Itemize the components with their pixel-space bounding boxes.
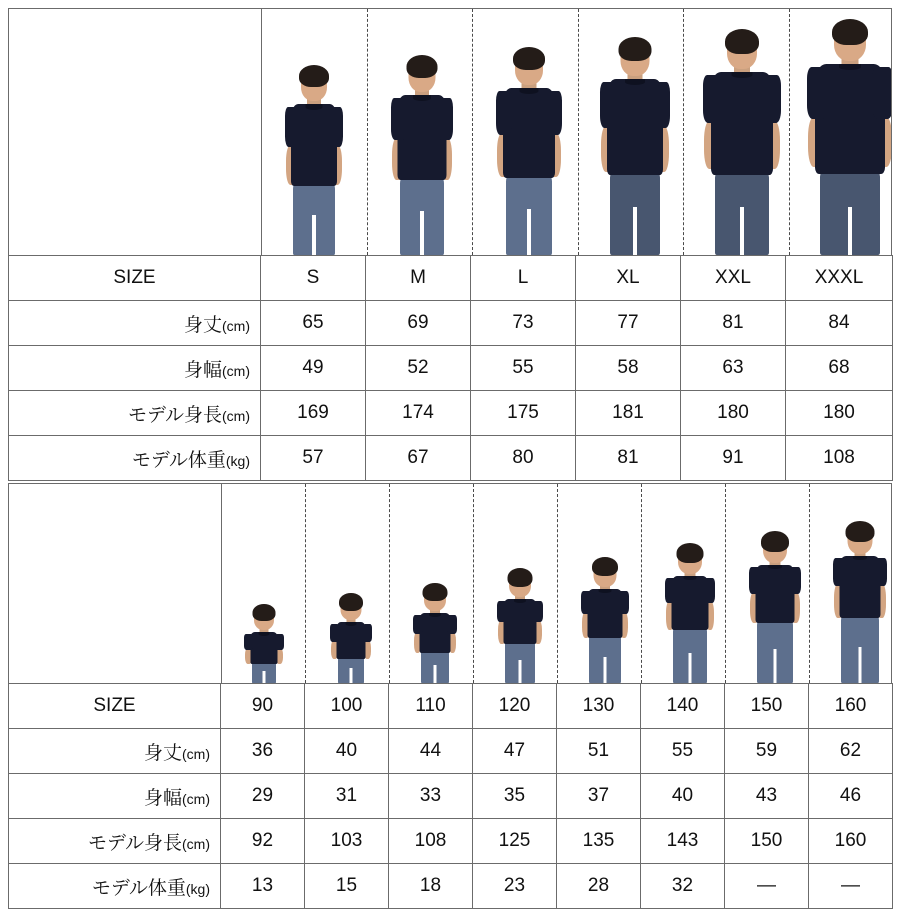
adult-row-body-width bbox=[9, 346, 893, 391]
kids-size-110: 110 bbox=[389, 684, 473, 729]
kids-row-size bbox=[9, 684, 893, 729]
kids-body-width-140: 40 bbox=[641, 774, 725, 819]
adult-body-length-xl: 77 bbox=[576, 301, 681, 346]
adult-model-height-l: 175 bbox=[471, 391, 576, 436]
kids-model-weight-140: 32 bbox=[641, 864, 725, 909]
kids-model-height-120: 125 bbox=[473, 819, 557, 864]
kids-size-130: 130 bbox=[557, 684, 641, 729]
adult-body-length-xxl: 81 bbox=[681, 301, 786, 346]
adult-model-weight-xxl: 91 bbox=[681, 436, 786, 481]
column-divider bbox=[305, 484, 306, 683]
kids-body-width-130: 37 bbox=[557, 774, 641, 819]
adult-body-length-m: 69 bbox=[366, 301, 471, 346]
adult-body-width-xl: 58 bbox=[576, 346, 681, 391]
kids-size-160: 160 bbox=[809, 684, 893, 729]
adult-body-length-l: 73 bbox=[471, 301, 576, 346]
kids-model-weight-90: 13 bbox=[221, 864, 305, 909]
kids-model-weight-150: — bbox=[725, 864, 809, 909]
kids-body-length-110: 44 bbox=[389, 729, 473, 774]
column-divider bbox=[789, 9, 790, 255]
adult-label-model-height: モデル身長(cm) bbox=[9, 391, 261, 436]
adult-row-size bbox=[9, 256, 893, 301]
adult-row-model-height bbox=[9, 391, 893, 436]
kids-model-height-160: 160 bbox=[809, 819, 893, 864]
kids-model-height-140: 143 bbox=[641, 819, 725, 864]
adult-model-height-s: 169 bbox=[261, 391, 366, 436]
adult-body-length-xxxl: 84 bbox=[786, 301, 893, 346]
column-divider bbox=[472, 9, 473, 255]
kids-model-140 bbox=[662, 543, 718, 683]
kids-size-120: 120 bbox=[473, 684, 557, 729]
kids-model-120 bbox=[494, 568, 546, 683]
kids-body-width-110: 33 bbox=[389, 774, 473, 819]
adult-model-weight-m: 67 bbox=[366, 436, 471, 481]
kids-body-length-150: 59 bbox=[725, 729, 809, 774]
adult-row-model-weight bbox=[9, 436, 893, 481]
kids-model-height-150: 150 bbox=[725, 819, 809, 864]
kids-model-130 bbox=[578, 557, 632, 683]
column-divider bbox=[389, 484, 390, 683]
kids-size-table bbox=[8, 683, 893, 909]
kids-model-100 bbox=[327, 593, 375, 683]
kids-size-90: 90 bbox=[221, 684, 305, 729]
adult-model-m bbox=[386, 55, 458, 255]
kids-body-length-100: 40 bbox=[305, 729, 389, 774]
column-divider bbox=[809, 484, 810, 683]
adult-model-xxl bbox=[699, 29, 785, 255]
adult-model-height-m: 174 bbox=[366, 391, 471, 436]
kids-body-length-160: 62 bbox=[809, 729, 893, 774]
column-divider bbox=[683, 9, 684, 255]
adult-label-body-width: 身幅(cm) bbox=[9, 346, 261, 391]
kids-size-150: 150 bbox=[725, 684, 809, 729]
kids-size-section bbox=[8, 483, 892, 909]
kids-body-length-140: 55 bbox=[641, 729, 725, 774]
kids-body-width-100: 31 bbox=[305, 774, 389, 819]
kids-body-length-90: 36 bbox=[221, 729, 305, 774]
adult-body-length-s: 65 bbox=[261, 301, 366, 346]
adult-body-width-m: 52 bbox=[366, 346, 471, 391]
adult-row-body-length bbox=[9, 301, 893, 346]
adult-label-body-length: 身丈(cm) bbox=[9, 301, 261, 346]
kids-model-weight-120: 23 bbox=[473, 864, 557, 909]
kids-label-size: SIZE bbox=[9, 684, 221, 729]
adult-label-model-weight: モデル体重(kg) bbox=[9, 436, 261, 481]
kids-model-height-130: 135 bbox=[557, 819, 641, 864]
kids-label-body-width: 身幅(cm) bbox=[9, 774, 221, 819]
adult-model-height-xl: 181 bbox=[576, 391, 681, 436]
kids-body-width-120: 35 bbox=[473, 774, 557, 819]
kids-body-width-90: 29 bbox=[221, 774, 305, 819]
kids-row-body-length bbox=[9, 729, 893, 774]
kids-model-90 bbox=[241, 604, 287, 683]
adult-size-xxxl: XXXL bbox=[786, 256, 893, 301]
kids-row-body-width bbox=[9, 774, 893, 819]
kids-model-weight-160: — bbox=[809, 864, 893, 909]
adult-body-width-l: 55 bbox=[471, 346, 576, 391]
kids-model-weight-110: 18 bbox=[389, 864, 473, 909]
kids-row-model-weight bbox=[9, 864, 893, 909]
column-divider bbox=[367, 9, 368, 255]
adult-model-photo-strip bbox=[8, 8, 892, 255]
adult-model-xxxl bbox=[804, 19, 892, 255]
column-divider bbox=[557, 484, 558, 683]
adult-model-weight-xxxl: 108 bbox=[786, 436, 893, 481]
kids-row-model-height bbox=[9, 819, 893, 864]
kids-label-model-weight: モデル体重(kg) bbox=[9, 864, 221, 909]
kids-model-150 bbox=[746, 531, 804, 683]
adult-model-weight-xl: 81 bbox=[576, 436, 681, 481]
column-divider bbox=[473, 484, 474, 683]
kids-model-height-90: 92 bbox=[221, 819, 305, 864]
adult-body-width-xxl: 63 bbox=[681, 346, 786, 391]
adult-model-l bbox=[491, 47, 567, 255]
kids-model-160 bbox=[830, 521, 890, 683]
kids-label-body-length: 身丈(cm) bbox=[9, 729, 221, 774]
kids-model-height-100: 103 bbox=[305, 819, 389, 864]
column-divider bbox=[261, 9, 262, 255]
kids-body-width-150: 43 bbox=[725, 774, 809, 819]
adult-body-width-xxxl: 68 bbox=[786, 346, 893, 391]
kids-label-model-height: モデル身長(cm) bbox=[9, 819, 221, 864]
adult-model-s bbox=[279, 65, 349, 255]
adult-label-size: SIZE bbox=[9, 256, 261, 301]
kids-model-weight-130: 28 bbox=[557, 864, 641, 909]
kids-body-width-160: 46 bbox=[809, 774, 893, 819]
adult-size-s: S bbox=[261, 256, 366, 301]
kids-model-height-110: 108 bbox=[389, 819, 473, 864]
kids-size-140: 140 bbox=[641, 684, 725, 729]
kids-model-photo-strip bbox=[8, 483, 892, 683]
adult-size-table bbox=[8, 255, 893, 481]
adult-model-weight-s: 57 bbox=[261, 436, 366, 481]
adult-model-weight-l: 80 bbox=[471, 436, 576, 481]
column-divider bbox=[725, 484, 726, 683]
adult-size-m: M bbox=[366, 256, 471, 301]
kids-size-100: 100 bbox=[305, 684, 389, 729]
adult-size-xxl: XXL bbox=[681, 256, 786, 301]
adult-body-width-s: 49 bbox=[261, 346, 366, 391]
adult-size-l: L bbox=[471, 256, 576, 301]
column-divider bbox=[578, 9, 579, 255]
column-divider bbox=[641, 484, 642, 683]
kids-model-weight-100: 15 bbox=[305, 864, 389, 909]
kids-body-length-130: 51 bbox=[557, 729, 641, 774]
kids-body-length-120: 47 bbox=[473, 729, 557, 774]
adult-model-height-xxxl: 180 bbox=[786, 391, 893, 436]
column-divider bbox=[221, 484, 222, 683]
adult-size-section bbox=[8, 8, 892, 481]
adult-model-height-xxl: 180 bbox=[681, 391, 786, 436]
adult-model-xl bbox=[595, 37, 675, 255]
kids-model-110 bbox=[410, 583, 460, 683]
adult-size-xl: XL bbox=[576, 256, 681, 301]
